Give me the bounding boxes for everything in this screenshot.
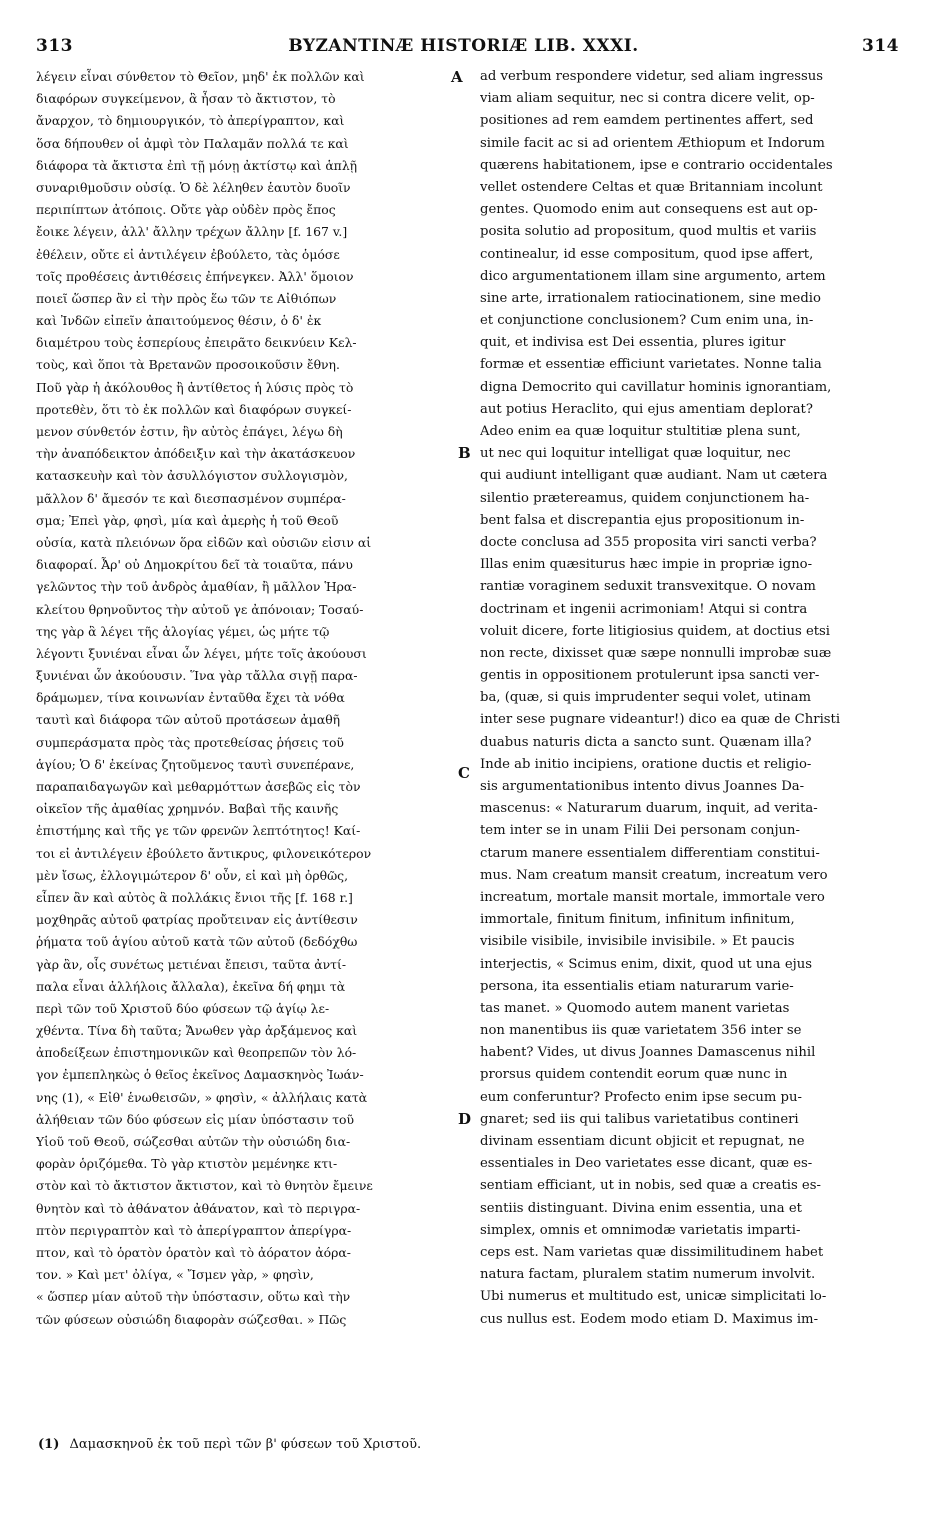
latin-text-line: gnaret; sed iis qui talibus varietatibus contineri — [480, 1111, 799, 1127]
latin-text-line: divinam essentiam dicunt objicit et repugnat, ne — [480, 1134, 805, 1149]
greek-text-line: ἐπιστήμης καὶ τῆς γε τῶν φρενῶν λεπτότητος! Καί- — [36, 823, 361, 839]
page-number-left: 313 — [36, 36, 73, 56]
latin-text-line: sis argumentationibus intento divus Joannes Da- — [480, 779, 805, 794]
greek-text-line: λέγοντι ξυνιέναι εἶναι ὧν λέγει, μήτε τοῖς ἀκούουσι — [36, 645, 367, 661]
running-header — [0, 34, 927, 60]
greek-text-line: διάφορα τὰ ἄκτιστα ἐπὶ τῇ μόνῃ ἀκτίστῳ καὶ ἁπλῇ — [36, 157, 358, 173]
greek-text-column — [36, 66, 456, 1331]
greek-text-line: δράμωμεν, τίνα κοινωνίαν ἐνταῦθα ἔχει τὰ νόθα — [36, 690, 345, 706]
latin-text-line: tas manet. » Quomodo autem manent varietas — [480, 1000, 790, 1016]
footnote-text: Δαμασκηνοῦ ἐκ τοῦ περὶ τῶν β' φύσεων τοῦ Χριστοῦ. — [69, 1437, 422, 1452]
greek-text-line: ἁγίου; Ὁ δ' ἐκείνας ζητοῦμενος ταυτὶ συνεπέρανε, — [36, 756, 355, 772]
latin-text-line: inter sese pugnare videantur!) dico ea quæ de Christi — [480, 712, 841, 728]
latin-text-line: positiones ad rem eamdem pertinentes affert, sed — [480, 113, 814, 129]
latin-text-line: formæ et essentiæ efficiunt varietates. Nonne talia — [480, 357, 822, 373]
greek-text-line: παραπαιδαγωγῶν καὶ μεθαρμόττων ἀσεβῶς εἰς τὸν — [36, 779, 361, 794]
greek-text-line: κλείτου θρηνοῦντος τὴν αὐτοῦ γε ἀπόνοιαν; Τοσαύ- — [36, 601, 364, 617]
footnote-mark: (1) — [38, 1437, 60, 1452]
greek-text-line: συναριθμοῦσιν οὐσίᾳ. Ὁ δὲ λέληθεν ἑαυτὸν δυοῖν — [36, 179, 351, 195]
greek-text-line: γὰρ ἂν, οἷς συνέτως μετιέναι ἔπεισι, ταῦτα ἀντί- — [36, 956, 347, 972]
greek-text-line: ἀποδείξεων ἐπιστημονικῶν καὶ θεοπρεπῶν τὸν λό- — [36, 1045, 357, 1061]
greek-text-line: Υἱοῦ τοῦ Θεοῦ, σώζεσθαι αὐτῶν τὴν οὐσιώδη δια- — [36, 1134, 351, 1149]
greek-text-line: χθέντα. Τίνα δὴ ταῦτα; Ἄνωθεν γὰρ ἀρξάμενος καὶ — [36, 1023, 358, 1039]
greek-text-line: στὸν καὶ τὸ ἄκτιστον ἄκτιστον, καὶ τὸ θνητὸν ἔμεινε — [36, 1178, 373, 1194]
latin-text-line: ctarum manere essentialem differentiam constitui- — [480, 845, 820, 861]
margin-marker-a: A — [451, 68, 463, 86]
latin-text-line: Inde ab initio incipiens, oratione ductis et religio- — [480, 756, 812, 772]
greek-text-line: εἶπεν ἂν καὶ αὐτὸς ἃ πολλάκις ἔνιοι τῆς [f. 168 r.] — [36, 889, 353, 905]
greek-text-line: ἔοικε λέγειν, ἀλλ' ἄλλην τρέχων ἄλλην [f. 167 v.] — [36, 224, 348, 240]
latin-text-line: vellet ostendere Celtas et quæ Britanniam incolunt — [480, 179, 823, 195]
greek-text-line: λέγειν εἶναι σύνθετον τὸ Θεῖον, μηδ' ἐκ πολλῶν καὶ — [36, 69, 365, 84]
greek-text-line: συμπεράσματα πρὸς τὰς προτεθείσας ῥήσεις τοῦ — [36, 734, 344, 750]
latin-text-line: essentiales in Deo varietates esse dicant, quæ es- — [480, 1156, 813, 1172]
page-number-right: 314 — [862, 36, 899, 56]
latin-text-line: sentiam efficiant, ut in nobis, sed quæ a creatis es- — [480, 1178, 821, 1194]
latin-text-line: viam aliam sequitur, nec si contra dicere velit, op- — [480, 91, 815, 107]
greek-text-line: διαμέτρου τοὺς ἑσπερίους ἐπειρᾶτο δεικνύειν Κελ- — [36, 335, 357, 351]
greek-text-line: τοι εἰ ἀντιλέγειν ἐβούλετο ἄντικρυς, φιλονεικότερον — [36, 845, 372, 861]
footnote — [38, 1437, 918, 1452]
greek-text-line: τῶν φύσεων οὐσιώδη διαφορὰν σώζεσθαι. » Πῶς — [36, 1311, 347, 1327]
greek-text-line: πτον, καὶ τὸ ὁρατὸν ὁρατὸν καὶ τὸ ἀόρατον ἀόρα- — [36, 1244, 351, 1260]
latin-text-line: dico argumentationem illam sine argumento, artem — [480, 268, 826, 284]
greek-text-line: τοὺς, καὶ ὅποι τὰ Βρετανῶν προσοικοῦσιν ἔθνη. — [36, 357, 340, 373]
latin-text-line: simile facit ac si ad orientem Æthiopum et Indorum — [480, 135, 825, 151]
greek-text-line: πτὸν περιγραπτὸν καὶ τὸ ἀπερίγραπτον ἀπερίγρα- — [36, 1222, 352, 1238]
greek-text-line: νης (1), « Εἰθ' ἑνωθεισῶν, » φησὶν, « ἀλλήλαις κατὰ — [36, 1089, 368, 1105]
greek-text-line: μοχθηρᾶς αὐτοῦ φατρίας προὔτειναν εἰς ἀντίθεσιν — [36, 912, 358, 928]
greek-text-line: Ποῦ γὰρ ἡ ἀκόλουθος ἢ ἀντίθετος ἡ λύσις πρὸς τὸ — [36, 379, 354, 395]
latin-text-line: cus nullus est. Eodem modo etiam D. Maximus im- — [480, 1311, 819, 1327]
greek-text-line: μᾶλλον δ' ἄμεσόν τε καὶ διεσπασμένον συμπέρα- — [36, 490, 346, 506]
greek-text-line: γον ἐμπεπληκὼς ὁ θεῖος ἐκεῖνος Δαμασκηνὸς Ἰωάν- — [36, 1067, 364, 1083]
greek-text-line: μὲν ἴσως, ἐλλογιμώτερον δ' οὖν, εἰ καὶ μὴ ὀρθῶς, — [36, 867, 349, 883]
latin-text-line: qui audiunt intelligant quæ audiant. Nam ut cætera — [480, 468, 828, 484]
latin-text-line: Adeo enim ea quæ loquitur stultitiæ plena sunt, — [480, 424, 801, 439]
greek-text-line: κατασκευὴν καὶ τὸν ἀσυλλόγιστον συλλογισμὸν, — [36, 468, 348, 484]
latin-text-line: mus. Nam creatum mansit creatum, increatum vero — [480, 867, 828, 883]
latin-text-line: prorsus quidem contendit eorum quæ nunc in — [480, 1067, 788, 1083]
greek-text-line: θνητὸν καὶ τὸ ἀθάνατον ἀθάνατον, καὶ τὸ περιγρα- — [36, 1200, 361, 1216]
greek-text-line: καὶ Ἰνδῶν εἰπεῖν ἀπαιτούμενος θέσιν, ὁ δ' ἐκ — [36, 313, 322, 329]
greek-text-line: ταυτὶ καὶ διάφορα τῶν αὐτοῦ προτάσεων ἀμαθῆ — [36, 712, 341, 728]
greek-text-line: ὅσα δήπουθεν οἱ ἀμφὶ τὸν Παλαμᾶν πολλά τε καὶ — [36, 135, 349, 151]
greek-text-line: ξυνιέναι ὧν ἀκούουσιν. Ἵνα γὰρ τἄλλα σιγῇ παρα- — [36, 668, 358, 684]
latin-text-line: ad verbum respondere videtur, sed aliam ingressus — [480, 69, 824, 84]
latin-text-line: eum conferuntur? Profecto enim ipse secum pu- — [480, 1089, 802, 1105]
greek-text-line: ἐθέλειν, οὔτε εἰ ἀντιλέγειν ἐβούλετο, τὰς ὁμόσε — [36, 246, 340, 262]
greek-text-line: τὴν ἀναπόδεικτον ἀπόδειξιν καὶ τὴν ἀκατάσκευον — [36, 446, 356, 462]
greek-text-line: οὐσία, κατὰ πλειόνων ὅρα εἰδῶν καὶ οὐσιῶν εἰσιν αἱ — [36, 534, 372, 550]
latin-text-line: docte conclusa ad 355 proposita viri sancti verba? — [480, 534, 817, 550]
latin-text-line: non recte, dixisset quæ sæpe nonnulli improbæ suæ — [480, 645, 832, 661]
latin-text-line: mascenus: « Naturarum duarum, inquit, ad verita- — [480, 801, 818, 817]
running-title: BYZANTINÆ HISTORIÆ LIB. XXXI. — [288, 36, 639, 56]
latin-text-line: natura factam, pluralem statim numerum involvit. — [480, 1267, 816, 1283]
latin-text-line: ut nec qui loquitur intelligat quæ loquitur, nec — [480, 446, 791, 462]
latin-text-line: non manentibus iis quæ varietatem 356 inter se — [480, 1023, 802, 1039]
greek-text-line: τοῖς προθέσεις ἀντιθέσεις ἐπήνεγκεν. Ἀλλ' ὅμοιον — [36, 268, 354, 284]
latin-text-line: duabus naturis dicta a sancto sunt. Quænam illa? — [480, 734, 812, 750]
latin-text-line: visibile visibile, invisibile invisibile. » Et paucis — [480, 934, 795, 950]
margin-marker-c: C — [458, 764, 470, 782]
greek-text-line: παλα εἶναι ἀλλήλοις ἄλλαλα), ἐκεῖνα δή φημι τὰ — [36, 978, 346, 994]
greek-text-line: ποιεῖ ὥσπερ ἂν εἰ τὴν πρὸς ἕω τῶν τε Αἰθιόπων — [36, 290, 337, 306]
latin-text-line: immortale, finitum finitum, infinitum infinitum, — [480, 912, 795, 928]
latin-text-line: quærens habitationem, ipse e contrario occidentales — [480, 157, 833, 173]
latin-text-line: sentiis distinguant. Divina enim essentia, una et — [480, 1200, 802, 1216]
latin-text-line: simplex, omnis et omnimodæ varietatis imparti- — [480, 1222, 801, 1238]
greek-text-line: γελῶντος τὴν τοῦ ἀνδρὸς ἀμαθίαν, ἢ μᾶλλον Ἡρα- — [36, 579, 357, 595]
greek-text-line: ἀλήθειαν τῶν δύο φύσεων εἰς μίαν ὑπόστασιν τοῦ — [36, 1111, 355, 1127]
latin-text-line: tem inter se in unam Filii Dei personam conjun- — [480, 823, 800, 839]
latin-text-line: posita solutio ad propositum, quod multis et variis — [480, 224, 817, 240]
greek-text-line: περὶ τῶν τοῦ Χριστοῦ δύο φύσεων τῷ ἁγίῳ λε- — [36, 1000, 330, 1016]
latin-text-line: quit, et indivisa est Dei essentia, plures igitur — [480, 335, 786, 351]
greek-text-line: διαφοραί. Ἆρ' οὐ Δημοκρίτου δεῖ τὰ τοιαῦτα, πάνυ — [36, 557, 353, 573]
latin-text-line: doctrinam et ingenii acrimoniam! Atqui si contra — [480, 601, 808, 617]
latin-text-column — [480, 66, 892, 1331]
greek-text-line: μενον σύνθετόν ἐστιν, ἣν αὐτὸς ἐπάγει, λέγω δὴ — [36, 424, 343, 439]
latin-text-line: sine arte, irrationalem ratiocinationem, sine medio — [480, 290, 821, 306]
latin-text-line: persona, ita essentialis etiam naturarum varie- — [480, 978, 794, 994]
latin-text-line: digna Democrito qui cavillatur hominis ignorantiam, — [480, 379, 832, 395]
latin-text-line: voluit dicere, forte litigiosius quidem, at doctius etsi — [480, 623, 831, 639]
latin-text-line: ceps est. Nam varietas quæ dissimilitudinem habet — [480, 1244, 824, 1260]
greek-text-line: τον. » Καὶ μετ' ὀλίγα, « Ἴσμεν γὰρ, » φησὶν, — [36, 1267, 314, 1283]
greek-text-line: περιπίπτων ἀτόποις. Οὔτε γὰρ οὐδὲν πρὸς ἔπος — [36, 202, 336, 218]
latin-text-line: bent falsa et discrepantia ejus propositionum in- — [480, 512, 805, 528]
latin-text-line: ba, (quæ, si quis imprudenter sequi volet, utinam — [480, 690, 812, 706]
latin-text-line: rantiæ voraginem seduxit transvexitque. O novam — [480, 579, 816, 595]
latin-text-line: continealur, id esse compositum, quod ipse affert, — [480, 246, 814, 262]
latin-text-line: aut potius Heraclito, qui ejus amentiam deplorat? — [480, 401, 813, 417]
greek-text-line: διαφόρων συγκείμενον, ἃ ἦσαν τὸ ἄκτιστον, τὸ — [36, 91, 336, 107]
greek-text-line: ἄναρχον, τὸ δημιουργικόν, τὸ ἀπερίγραπτον, καὶ — [36, 113, 345, 129]
latin-text-line: et conjunctione conclusionem? Cum enim una, in- — [480, 313, 814, 329]
greek-text-line: οἰκεῖον τῆς ἀμαθίας χρημνόν. Βαβαὶ τῆς καινῆς — [36, 801, 339, 817]
greek-text-line: φορὰν ὁριζόμεθα. Τὸ γὰρ κτιστὸν μεμένηκε κτι- — [36, 1156, 338, 1172]
latin-text-line: Ubi numerus et multitudo est, unicæ simplicitati lo- — [480, 1289, 827, 1305]
latin-text-line: gentes. Quomodo enim aut consequens est aut op- — [480, 202, 818, 218]
margin-marker-d: D — [458, 1110, 472, 1128]
latin-text-line: increatum, mortale mansit mortale, immortale vero — [480, 889, 825, 905]
latin-text-line: interjectis, « Scimus enim, dixit, quod ut una ejus — [480, 956, 813, 972]
margin-marker-b: B — [458, 444, 471, 462]
latin-text-line: silentio prætereamus, quidem conjunctionem ha- — [480, 490, 810, 506]
greek-text-line: ῥήματα τοῦ ἁγίου αὐτοῦ κατὰ τῶν αὐτοῦ (δεδόχθω — [36, 934, 358, 950]
greek-text-line: « ὥσπερ μίαν αὐτοῦ τὴν ὑπόστασιν, οὕτω καὶ τὴν — [36, 1289, 351, 1305]
greek-text-line: σμα; Ἐπεὶ γὰρ, φησὶ, μία καὶ ἀμερὴς ἡ τοῦ Θεοῦ — [36, 512, 339, 528]
latin-text-line: Illas enim quæsiturus hæc impie in propriæ igno- — [480, 557, 813, 573]
latin-text-line: gentis in oppositionem protulerunt ipsa sancti ver- — [480, 668, 820, 684]
greek-text-line: προτεθὲν, ὅτι τὸ ἐκ πολλῶν καὶ διαφόρων συγκεί- — [36, 401, 352, 417]
latin-text-line: habent? Vides, ut divus Joannes Damascenus nihil — [480, 1045, 816, 1061]
greek-text-line: της γὰρ ἃ λέγει τῆς ἀλογίας γέμει, ὡς μήτε τῷ — [36, 623, 330, 639]
